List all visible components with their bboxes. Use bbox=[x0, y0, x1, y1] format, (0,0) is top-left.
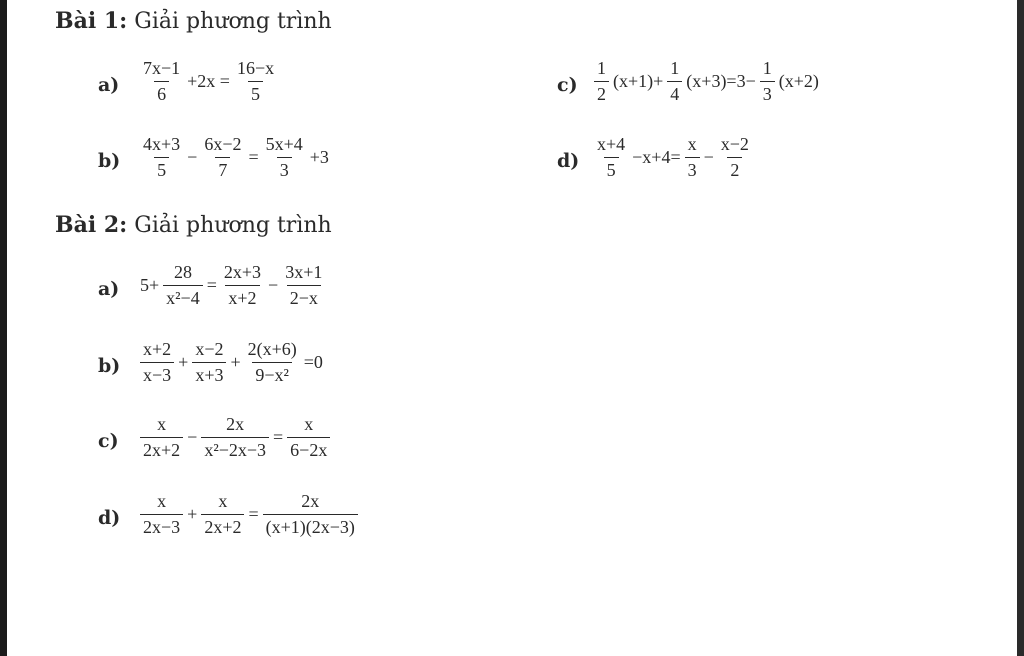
numerator: x+2 bbox=[143, 339, 172, 359]
bai2-c-label: c) bbox=[98, 430, 119, 452]
numerator: x bbox=[218, 491, 228, 511]
term: (x+2) bbox=[778, 70, 819, 91]
bai1-title-rest: Giải phương trình bbox=[127, 9, 332, 34]
bai2-a-label: a) bbox=[98, 278, 120, 300]
bai1-b-label: b) bbox=[98, 150, 121, 172]
bai1-a-label: a) bbox=[98, 74, 120, 96]
fraction bbox=[221, 262, 264, 308]
fraction bbox=[287, 414, 330, 460]
denominator: x+3 bbox=[192, 362, 226, 386]
denominator: 2x+2 bbox=[201, 514, 244, 538]
operator: + bbox=[230, 351, 241, 372]
operator: − bbox=[703, 146, 714, 167]
denominator: (x+1)(2x−3) bbox=[263, 514, 358, 538]
numerator: x bbox=[687, 134, 697, 154]
fraction bbox=[263, 134, 306, 180]
term: 5+ bbox=[140, 274, 160, 295]
operator: = bbox=[248, 146, 259, 167]
fraction bbox=[201, 414, 269, 460]
bai1-title-bold: Bài 1: bbox=[55, 8, 128, 34]
numerator: 2x+3 bbox=[223, 262, 262, 282]
denominator: 2−x bbox=[287, 285, 321, 309]
numerator: x+4 bbox=[597, 134, 626, 154]
denominator: 2 bbox=[594, 81, 609, 105]
left-border bbox=[0, 0, 7, 656]
fraction bbox=[192, 339, 226, 385]
bai2-title-rest: Giải phương trình bbox=[127, 213, 332, 238]
denominator: 5 bbox=[604, 157, 619, 181]
bai2-c-equation bbox=[138, 414, 332, 460]
denominator: 5 bbox=[154, 157, 169, 181]
fraction bbox=[594, 58, 609, 104]
operator: = bbox=[273, 426, 284, 447]
numerator: 7x−1 bbox=[143, 58, 181, 78]
bai2-b-equation bbox=[138, 339, 325, 385]
term: (x+1)+ bbox=[613, 70, 664, 91]
numerator: 1 bbox=[597, 58, 606, 78]
operator: − bbox=[268, 274, 279, 295]
fraction bbox=[282, 262, 325, 308]
denominator: 5 bbox=[248, 81, 263, 105]
fraction bbox=[140, 414, 183, 460]
numerator: 2x bbox=[301, 491, 320, 511]
bai1-c-label: c) bbox=[557, 74, 578, 96]
term: +2x = bbox=[187, 70, 230, 91]
numerator: x−2 bbox=[195, 339, 224, 359]
numerator: 6x−2 bbox=[204, 134, 242, 154]
numerator: 2(x+6) bbox=[247, 339, 297, 359]
operator: + bbox=[178, 351, 189, 372]
bai2-a-equation bbox=[138, 262, 327, 308]
fraction bbox=[245, 339, 300, 385]
numerator: x−2 bbox=[720, 134, 749, 154]
denominator: 7 bbox=[215, 157, 230, 181]
fraction bbox=[685, 134, 700, 180]
fraction bbox=[140, 58, 183, 104]
fraction bbox=[140, 491, 183, 537]
term: +3 bbox=[309, 146, 329, 167]
denominator: 3 bbox=[685, 157, 700, 181]
denominator: 3 bbox=[760, 81, 775, 105]
bai1-heading bbox=[55, 8, 332, 34]
fraction bbox=[594, 134, 628, 180]
right-border bbox=[1017, 0, 1024, 656]
numerator: x bbox=[157, 491, 167, 511]
fraction bbox=[667, 58, 682, 104]
numerator: 1 bbox=[762, 58, 772, 78]
operator: + bbox=[187, 503, 198, 524]
numerator: 16−x bbox=[236, 58, 275, 78]
bai1-b-equation bbox=[138, 134, 331, 180]
term: =0 bbox=[303, 351, 323, 372]
denominator: x+2 bbox=[225, 285, 259, 309]
operator: − bbox=[187, 426, 198, 447]
operator: = bbox=[248, 503, 259, 524]
denominator: 3 bbox=[277, 157, 292, 181]
fraction bbox=[201, 491, 244, 537]
bai2-title-bold: Bài 2: bbox=[55, 212, 128, 238]
numerator: 4x+3 bbox=[143, 134, 181, 154]
numerator: 28 bbox=[173, 262, 192, 282]
fraction bbox=[163, 262, 203, 308]
denominator: 2x+2 bbox=[140, 437, 183, 461]
fraction bbox=[201, 134, 244, 180]
numerator: x bbox=[157, 414, 167, 434]
operator: − bbox=[187, 146, 198, 167]
term: (x+3)=3− bbox=[686, 70, 756, 91]
denominator: 6−2x bbox=[287, 437, 330, 461]
numerator: 3x+1 bbox=[285, 262, 323, 282]
denominator: 9−x² bbox=[252, 362, 292, 386]
bai2-d-equation bbox=[138, 491, 360, 537]
bai1-d-label: d) bbox=[557, 150, 580, 172]
bai1-d-equation bbox=[592, 134, 754, 180]
bai2-b-label: b) bbox=[98, 355, 121, 377]
denominator: 4 bbox=[667, 81, 682, 105]
numerator: 5x+4 bbox=[265, 134, 303, 154]
fraction bbox=[140, 339, 174, 385]
denominator: x−3 bbox=[140, 362, 174, 386]
fraction bbox=[263, 491, 358, 537]
bai1-a-equation bbox=[138, 58, 279, 104]
fraction bbox=[718, 134, 752, 180]
numerator: 1 bbox=[670, 58, 680, 78]
denominator: 2 bbox=[727, 157, 742, 181]
bai2-heading bbox=[55, 212, 332, 238]
fraction bbox=[140, 134, 183, 180]
denominator: 6 bbox=[154, 81, 169, 105]
denominator: x²−4 bbox=[163, 285, 203, 309]
denominator: 2x−3 bbox=[140, 514, 183, 538]
bai1-c-equation bbox=[592, 58, 821, 104]
numerator: x bbox=[304, 414, 314, 434]
term: −x+4= bbox=[632, 146, 681, 167]
bai2-d-label: d) bbox=[98, 507, 121, 529]
fraction bbox=[760, 58, 775, 104]
fraction bbox=[234, 58, 277, 104]
denominator: x²−2x−3 bbox=[201, 437, 269, 461]
numerator: 2x bbox=[226, 414, 245, 434]
operator: = bbox=[206, 274, 217, 295]
